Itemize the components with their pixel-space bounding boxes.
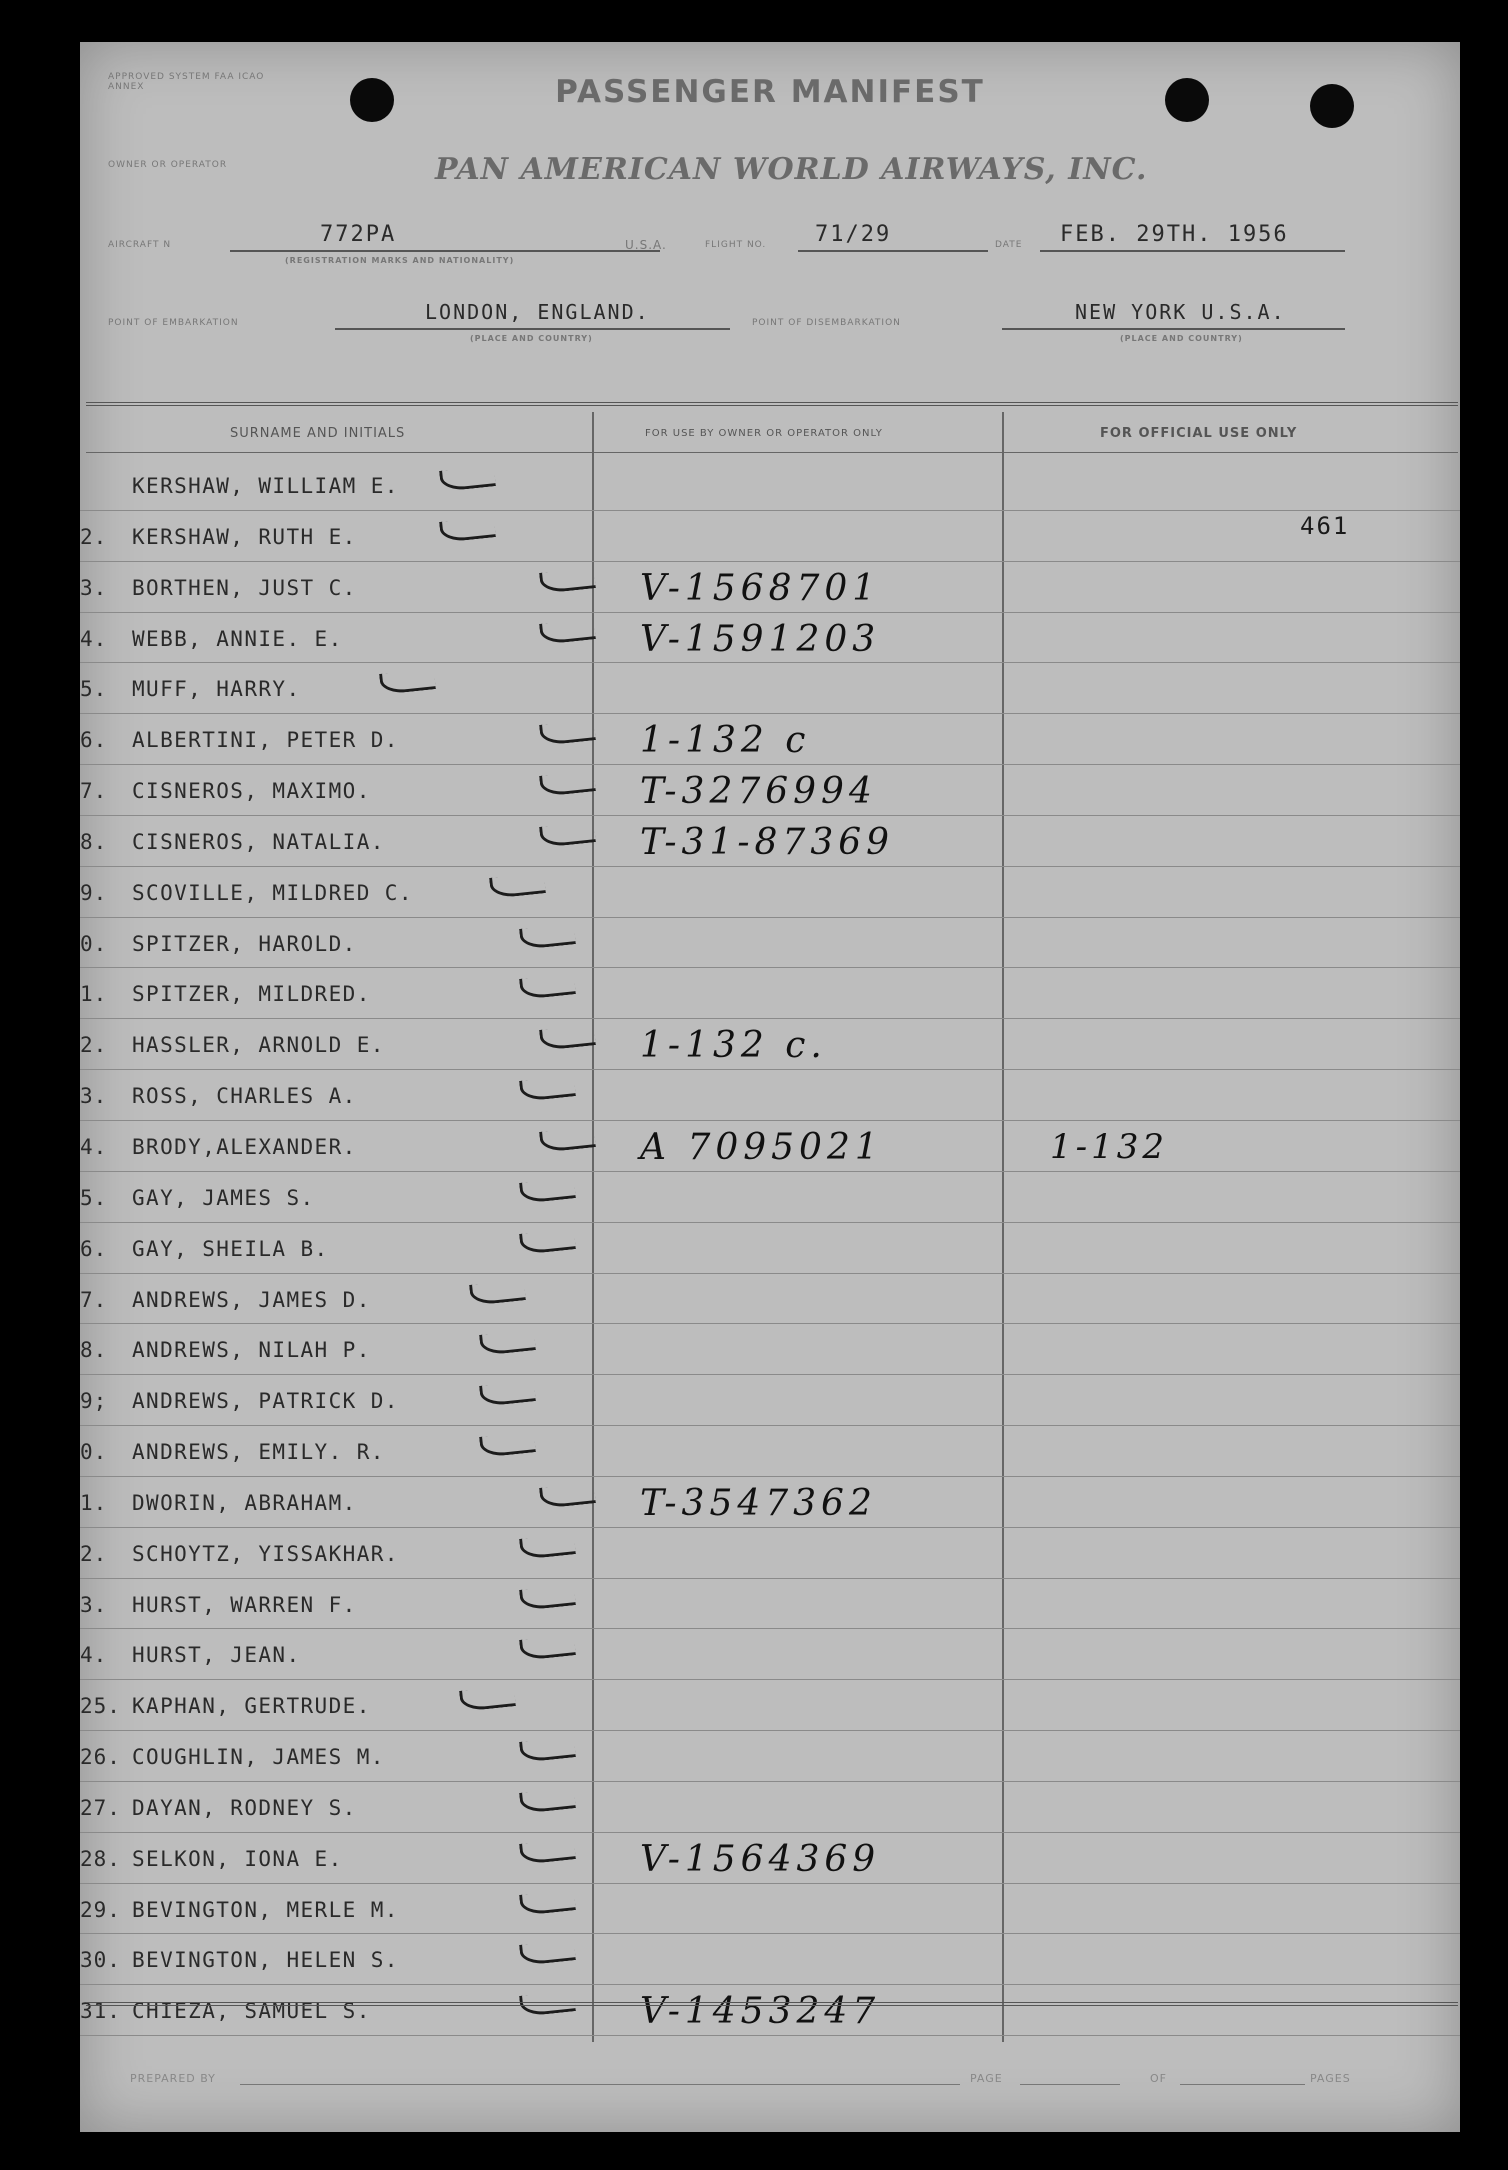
passenger-name: ROSS, CHARLES A. <box>132 1084 357 1109</box>
flight-label: FLIGHT NO. <box>705 240 767 250</box>
handwritten-entry: T-3276994 <box>640 771 877 813</box>
check-mark-icon <box>519 1533 576 1560</box>
handwritten-entry: A 7095021 <box>640 1126 883 1168</box>
passenger-row <box>80 1477 1460 1528</box>
passenger-name: BORTHEN, JUST C. <box>132 575 357 600</box>
check-mark-icon <box>469 1279 526 1306</box>
passenger-row <box>80 511 1460 562</box>
table-bottom-rule <box>86 2002 1458 2006</box>
check-mark-icon <box>539 618 596 645</box>
passenger-name: ANDREWS, EMILY. R. <box>132 1440 385 1465</box>
flight-value: 71/29 <box>815 222 892 247</box>
check-mark-icon <box>379 669 436 696</box>
table-top-rule <box>86 402 1458 406</box>
check-mark-icon <box>519 1838 576 1865</box>
passenger-number: 7. <box>80 779 108 804</box>
passenger-list <box>80 460 1460 2036</box>
form-title: PASSENGER MANIFEST <box>555 74 985 110</box>
column-header-official: FOR OFFICIAL USE ONLY <box>1100 426 1298 441</box>
passenger-number: 2. <box>80 524 108 549</box>
passenger-number: 8. <box>80 829 108 854</box>
passenger-number: 6. <box>80 728 108 753</box>
passenger-number: 1. <box>80 982 108 1007</box>
passenger-name: GAY, SHEILA B. <box>132 1236 329 1261</box>
pages-label: PAGES <box>1310 2072 1351 2085</box>
check-mark-icon <box>519 1075 576 1102</box>
owner-label: OWNER OR OPERATOR <box>108 160 228 170</box>
embarkation-caption: (PLACE AND COUNTRY) <box>470 334 593 343</box>
passenger-row <box>80 1528 1460 1579</box>
check-mark-icon <box>519 1889 576 1916</box>
aircraft-value: 772PA <box>320 222 397 247</box>
passenger-name: KERSHAW, RUTH E. <box>132 524 357 549</box>
aircraft-caption: (REGISTRATION MARKS AND NATIONALITY) <box>285 256 515 265</box>
passenger-number: 9. <box>80 880 108 905</box>
passenger-name: ANDREWS, PATRICK D. <box>132 1389 399 1414</box>
passenger-name: HASSLER, ARNOLD E. <box>132 1033 385 1058</box>
passenger-number: 6. <box>80 1236 108 1261</box>
check-mark-icon <box>479 1380 536 1407</box>
page-rule <box>1020 2084 1120 2085</box>
passenger-number: 2. <box>80 1541 108 1566</box>
passenger-name: CISNEROS, NATALIA. <box>132 829 385 854</box>
embarkation-rule <box>335 328 730 330</box>
check-mark-icon <box>489 872 546 899</box>
check-mark-icon <box>519 1177 576 1204</box>
check-mark-icon <box>479 1330 536 1357</box>
approval-note: APPROVED SYSTEM FAA ICAO ANNEX <box>108 72 265 92</box>
check-mark-icon <box>539 1482 596 1509</box>
handwritten-entry: V-1453247 <box>640 1991 881 2033</box>
passenger-row <box>80 1884 1460 1935</box>
passenger-number: 30. <box>80 1948 121 1973</box>
passenger-number: 25. <box>80 1694 121 1719</box>
disembarkation-value: NEW YORK U.S.A. <box>1075 300 1286 324</box>
passenger-name: HURST, WARREN F. <box>132 1592 357 1617</box>
passenger-number: 3. <box>80 1084 108 1109</box>
check-mark-icon <box>519 974 576 1001</box>
passenger-row <box>80 1019 1460 1070</box>
passenger-row <box>80 1934 1460 1985</box>
passenger-number: 2. <box>80 1033 108 1058</box>
check-mark-icon <box>439 465 496 492</box>
passenger-row <box>80 1121 1460 1172</box>
passenger-row <box>80 1731 1460 1782</box>
check-mark-icon <box>519 923 576 950</box>
check-mark-icon <box>479 1431 536 1458</box>
passenger-row <box>80 613 1460 664</box>
passenger-row <box>80 968 1460 1019</box>
handwritten-entry: V-1568701 <box>640 567 881 609</box>
passenger-name: MUFF, HARRY. <box>132 677 301 702</box>
passenger-row <box>80 1579 1460 1630</box>
header-rule <box>86 452 1458 453</box>
passenger-row <box>80 714 1460 765</box>
passenger-row <box>80 918 1460 969</box>
passenger-name: BEVINGTON, HELEN S. <box>132 1948 399 1973</box>
handwritten-entry: T-3547362 <box>640 1482 877 1524</box>
passenger-name: CISNEROS, MAXIMO. <box>132 779 371 804</box>
passenger-name: ANDREWS, NILAH P. <box>132 1338 371 1363</box>
passenger-name: HURST, JEAN. <box>132 1643 301 1668</box>
check-mark-icon <box>539 770 596 797</box>
check-mark-icon <box>519 1228 576 1255</box>
date-label: DATE <box>995 240 1023 250</box>
passenger-row <box>80 1324 1460 1375</box>
passenger-row <box>80 1070 1460 1121</box>
page-label: PAGE <box>970 2072 1003 2085</box>
passenger-row <box>80 1223 1460 1274</box>
passenger-number: 31. <box>80 1999 121 2024</box>
check-mark-icon <box>439 516 496 543</box>
handwritten-entry: T-31-87369 <box>640 821 895 863</box>
passenger-name: KAPHAN, GERTRUDE. <box>132 1694 371 1719</box>
passenger-name: COUGHLIN, JAMES M. <box>132 1745 385 1770</box>
passenger-name: ALBERTINI, PETER D. <box>132 728 399 753</box>
handwritten-entry: V-1564369 <box>640 1838 881 1880</box>
passenger-number: 9; <box>80 1389 108 1414</box>
passenger-name: SELKON, IONA E. <box>132 1846 343 1871</box>
check-mark-icon <box>519 1940 576 1967</box>
prepared-rule <box>240 2084 960 2085</box>
passenger-name: GAY, JAMES S. <box>132 1185 315 1210</box>
passenger-name: KERSHAW, WILLIAM E. <box>132 474 399 498</box>
handwritten-entry: V-1591203 <box>640 618 881 660</box>
passenger-number: 3. <box>80 575 108 600</box>
passenger-number: 4. <box>80 1643 108 1668</box>
passenger-name: BRODY,ALEXANDER. <box>132 1134 357 1159</box>
passenger-row <box>80 1172 1460 1223</box>
passenger-name: WEBB, ANNIE. E. <box>132 626 343 651</box>
check-mark-icon <box>539 1126 596 1153</box>
passenger-row <box>80 460 1460 511</box>
date-rule <box>1040 250 1345 252</box>
passenger-name: BEVINGTON, MERLE M. <box>132 1897 399 1922</box>
passenger-number: 4. <box>80 1134 108 1159</box>
passenger-number: 5. <box>80 677 108 702</box>
passenger-number: 5. <box>80 1185 108 1210</box>
passenger-number: 0. <box>80 1440 108 1465</box>
passenger-name: DWORIN, ABRAHAM. <box>132 1490 357 1515</box>
passenger-name: SCHOYTZ, YISSAKHAR. <box>132 1541 399 1566</box>
passenger-row <box>80 1985 1460 2036</box>
check-mark-icon <box>459 1685 516 1712</box>
passenger-name: SPITZER, HAROLD. <box>132 931 357 956</box>
aircraft-rule <box>230 250 660 252</box>
embarkation-value: LONDON, ENGLAND. <box>425 300 650 324</box>
of-label: OF <box>1150 2072 1167 2085</box>
aircraft-label: AIRCRAFT N <box>108 240 172 250</box>
passenger-row <box>80 1629 1460 1680</box>
disembarkation-rule <box>1002 328 1345 330</box>
passenger-number: 8. <box>80 1338 108 1363</box>
handwritten-entry: 1-132 c <box>640 720 811 762</box>
passenger-number: 29. <box>80 1897 121 1922</box>
of-rule <box>1180 2084 1305 2085</box>
check-mark-icon <box>539 719 596 746</box>
passenger-row <box>80 816 1460 867</box>
country-label: U.S.A. <box>625 238 667 252</box>
passenger-row <box>80 562 1460 613</box>
embarkation-label: POINT OF EMBARKATION <box>108 318 239 328</box>
passenger-row <box>80 663 1460 714</box>
check-mark-icon <box>519 1635 576 1662</box>
check-mark-icon <box>519 1787 576 1814</box>
passenger-row <box>80 1833 1460 1884</box>
passenger-row <box>80 765 1460 816</box>
check-mark-icon <box>519 1584 576 1611</box>
official-count: 461 <box>1300 512 1350 540</box>
disembarkation-caption: (PLACE AND COUNTRY) <box>1120 334 1243 343</box>
column-header-operator: FOR USE BY OWNER OR OPERATOR ONLY <box>645 428 883 439</box>
column-header-surname: SURNAME AND INITIALS <box>230 426 406 441</box>
date-value: FEB. 29TH. 1956 <box>1060 222 1289 247</box>
disembarkation-label: POINT OF DISEMBARKATION <box>752 318 901 328</box>
passenger-row <box>80 1782 1460 1833</box>
passenger-number: 26. <box>80 1745 121 1770</box>
passenger-number: 27. <box>80 1795 121 1820</box>
passenger-name: SCOVILLE, MILDRED C. <box>132 880 413 905</box>
operator-name: PAN AMERICAN WORLD AIRWAYS, INC. <box>435 152 1148 187</box>
check-mark-icon <box>539 821 596 848</box>
official-entry: 1-132 <box>1050 1126 1169 1167</box>
passenger-number: 0. <box>80 931 108 956</box>
passenger-row <box>80 1274 1460 1325</box>
manifest-sheet <box>80 42 1460 2132</box>
check-mark-icon <box>539 1024 596 1051</box>
passenger-number: 1. <box>80 1490 108 1515</box>
passenger-name: DAYAN, RODNEY S. <box>132 1795 357 1820</box>
handwritten-entry: 1-132 c. <box>640 1025 827 1067</box>
passenger-number: 4. <box>80 626 108 651</box>
check-mark-icon <box>539 567 596 594</box>
passenger-row <box>80 1375 1460 1426</box>
passenger-row <box>80 1426 1460 1477</box>
passenger-row <box>80 1680 1460 1731</box>
passenger-name: SPITZER, MILDRED. <box>132 982 371 1007</box>
passenger-name: ANDREWS, JAMES D. <box>132 1287 371 1312</box>
prepared-by-label: PREPARED BY <box>130 2072 216 2085</box>
passenger-row <box>80 867 1460 918</box>
check-mark-icon <box>519 1736 576 1763</box>
flight-rule <box>798 250 988 252</box>
passenger-number: 28. <box>80 1846 121 1871</box>
passenger-name: CHIEZA, SAMUEL S. <box>132 1999 371 2024</box>
passenger-number: 7. <box>80 1287 108 1312</box>
passenger-number: 3. <box>80 1592 108 1617</box>
